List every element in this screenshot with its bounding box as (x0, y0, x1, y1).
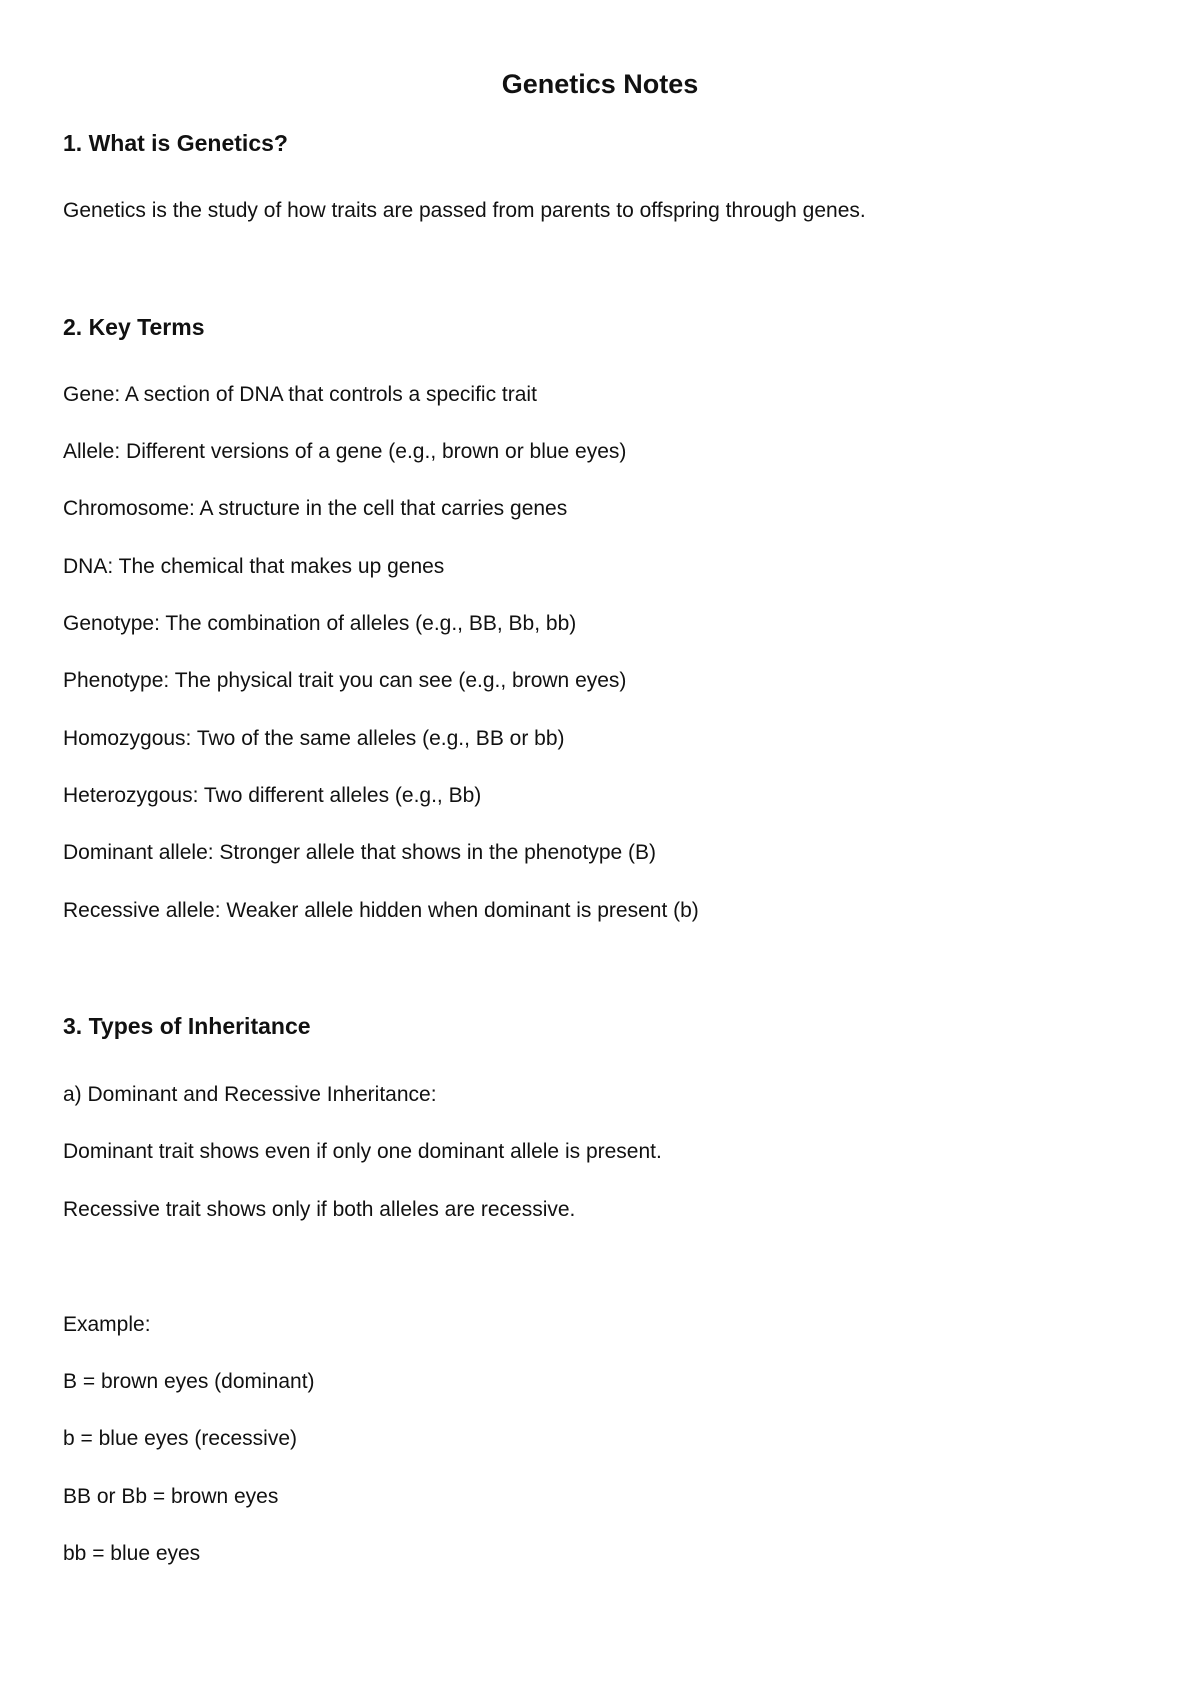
subheading-dominant-recessive: a) Dominant and Recessive Inheritance: (63, 1083, 437, 1106)
paragraph-recessive-trait: Recessive trait shows only if both alleles are recessive. (63, 1198, 576, 1221)
section-heading-types-of-inheritance: 3. Types of Inheritance (63, 1013, 311, 1039)
example-brown-dominant: B = brown eyes (dominant) (63, 1370, 315, 1393)
example-label: Example: (63, 1313, 151, 1336)
term-dominant-allele: Dominant allele: Stronger allele that shows in the phenotype (B) (63, 841, 657, 864)
section-heading-what-is-genetics: 1. What is Genetics? (63, 130, 288, 156)
document-title: Genetics Notes (501, 69, 699, 99)
term-gene: Gene: A section of DNA that controls a specific trait (63, 383, 537, 406)
term-phenotype: Phenotype: The physical trait you can see (e.g., brown eyes) (63, 669, 627, 692)
term-allele: Allele: Different versions of a gene (e.g., brown or blue eyes) (63, 440, 627, 463)
example-blue-recessive: b = blue eyes (recessive) (63, 1427, 298, 1450)
example-bb-or-bb-brown: BB or Bb = brown eyes (63, 1485, 279, 1508)
term-heterozygous: Heterozygous: Two different alleles (e.g., Bb) (63, 784, 482, 807)
example-bb-blue: bb = blue eyes (63, 1542, 201, 1565)
term-genotype: Genotype: The combination of alleles (e.g., BB, Bb, bb) (63, 612, 577, 635)
term-recessive-allele: Recessive allele: Weaker allele hidden when dominant is present (b) (63, 899, 699, 922)
term-chromosome: Chromosome: A structure in the cell that carries genes (63, 497, 568, 520)
paragraph-dominant-trait: Dominant trait shows even if only one dominant allele is present. (63, 1140, 662, 1163)
paragraph-genetics-definition: Genetics is the study of how traits are passed from parents to offspring through genes. (63, 199, 866, 222)
section-heading-key-terms: 2. Key Terms (63, 314, 205, 340)
term-homozygous: Homozygous: Two of the same alleles (e.g., BB or bb) (63, 727, 565, 750)
term-dna: DNA: The chemical that makes up genes (63, 555, 445, 578)
